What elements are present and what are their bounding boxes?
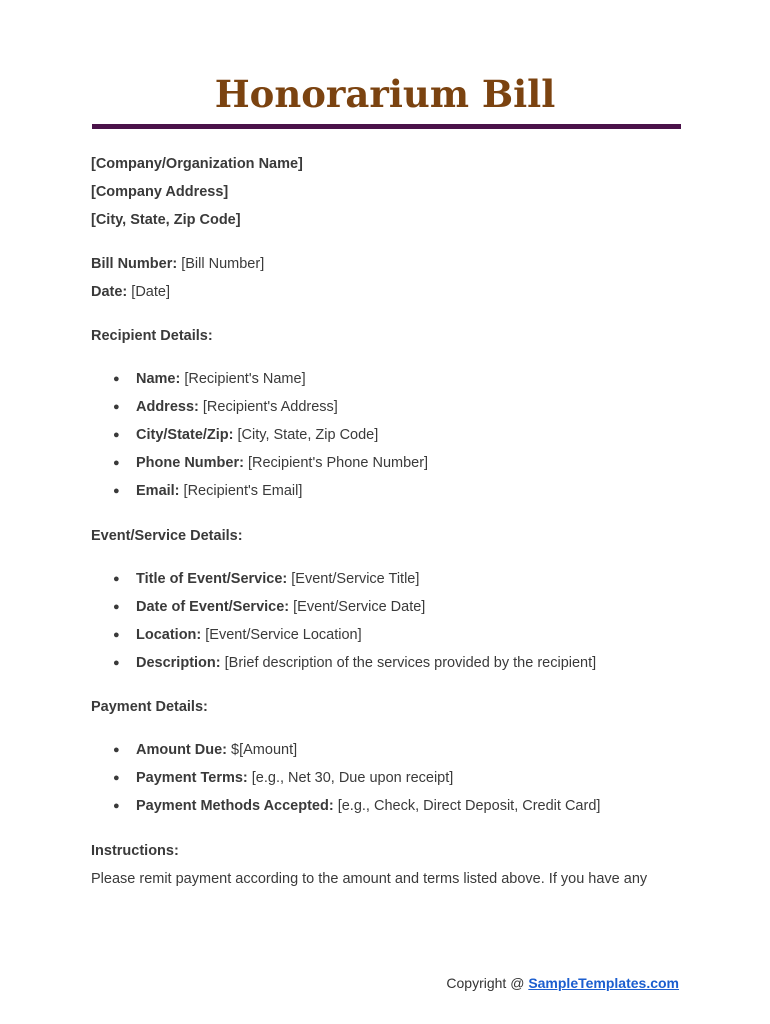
bullet-icon: ● bbox=[113, 485, 120, 497]
copyright-prefix: Copyright @ bbox=[446, 975, 529, 991]
item-value: [Recipient's Name] bbox=[184, 371, 306, 387]
list-item bbox=[113, 796, 600, 816]
list-item bbox=[113, 425, 378, 445]
list-item bbox=[113, 740, 297, 760]
item-value: [Brief description of the services provided by the recipient] bbox=[224, 655, 597, 671]
list-item bbox=[113, 369, 306, 389]
list-item bbox=[113, 597, 425, 617]
item-value: [e.g., Check, Direct Deposit, Credit Card] bbox=[337, 798, 601, 814]
bullet-icon: ● bbox=[113, 657, 120, 669]
bill-date-value: [Date] bbox=[131, 284, 170, 300]
item-value: [e.g., Net 30, Due upon receipt] bbox=[251, 770, 454, 786]
item-label: Description: bbox=[136, 655, 221, 671]
item-label: Payment Terms: bbox=[136, 770, 248, 786]
item-label: Address: bbox=[136, 399, 199, 415]
bullet-icon: ● bbox=[113, 373, 120, 385]
copyright-footer bbox=[446, 973, 679, 993]
bullet-icon: ● bbox=[113, 800, 120, 812]
list-item bbox=[113, 625, 362, 645]
instructions-text: Please remit payment according to the amount and terms listed above. If you have any bbox=[91, 871, 648, 887]
instructions-heading: Instructions: bbox=[91, 843, 179, 859]
bullet-icon: ● bbox=[113, 601, 120, 613]
bullet-icon: ● bbox=[113, 401, 120, 413]
list-item bbox=[113, 569, 419, 589]
item-label: Name: bbox=[136, 371, 181, 387]
sampletemplates-link[interactable]: SampleTemplates.com bbox=[528, 975, 679, 991]
item-value: [Event/Service Date] bbox=[293, 599, 426, 615]
item-value: [Recipient's Address] bbox=[202, 399, 338, 415]
company-address: [Company Address] bbox=[91, 184, 229, 200]
bullet-icon: ● bbox=[113, 629, 120, 641]
bill-number-label: Bill Number: bbox=[91, 256, 178, 272]
company-city: [City, State, Zip Code] bbox=[91, 212, 241, 228]
item-value: [City, State, Zip Code] bbox=[237, 427, 379, 443]
item-value: [Recipient's Phone Number] bbox=[247, 455, 429, 471]
bill-number-line bbox=[91, 254, 264, 274]
bullet-icon: ● bbox=[113, 429, 120, 441]
bullet-icon: ● bbox=[113, 457, 120, 469]
item-value: $[Amount] bbox=[231, 742, 298, 758]
item-label: Phone Number: bbox=[136, 455, 244, 471]
item-label: City/State/Zip: bbox=[136, 427, 234, 443]
title-divider bbox=[92, 124, 681, 129]
bill-date-line bbox=[91, 282, 170, 302]
list-item bbox=[113, 768, 453, 788]
item-label: Amount Due: bbox=[136, 742, 228, 758]
item-value: [Event/Service Location] bbox=[205, 627, 362, 643]
bill-number-value: [Bill Number] bbox=[181, 256, 265, 272]
item-label: Email: bbox=[136, 483, 180, 499]
list-item bbox=[113, 397, 338, 417]
item-value: [Event/Service Title] bbox=[291, 571, 420, 587]
item-value: [Recipient's Email] bbox=[183, 483, 303, 499]
bullet-icon: ● bbox=[113, 744, 120, 756]
item-label: Date of Event/Service: bbox=[136, 599, 290, 615]
bullet-icon: ● bbox=[113, 573, 120, 585]
list-item bbox=[113, 453, 428, 473]
bullet-icon: ● bbox=[113, 772, 120, 784]
item-label: Title of Event/Service: bbox=[136, 571, 288, 587]
payment-heading: Payment Details: bbox=[91, 699, 208, 715]
company-name: [Company/Organization Name] bbox=[91, 156, 303, 172]
item-label: Payment Methods Accepted: bbox=[136, 798, 334, 814]
recipient-heading: Recipient Details: bbox=[91, 328, 213, 344]
list-item bbox=[113, 481, 302, 501]
item-label: Location: bbox=[136, 627, 202, 643]
list-item bbox=[113, 653, 596, 673]
bill-date-label: Date: bbox=[91, 284, 128, 300]
event-heading: Event/Service Details: bbox=[91, 528, 243, 544]
page-title: Honorarium Bill bbox=[214, 72, 556, 116]
